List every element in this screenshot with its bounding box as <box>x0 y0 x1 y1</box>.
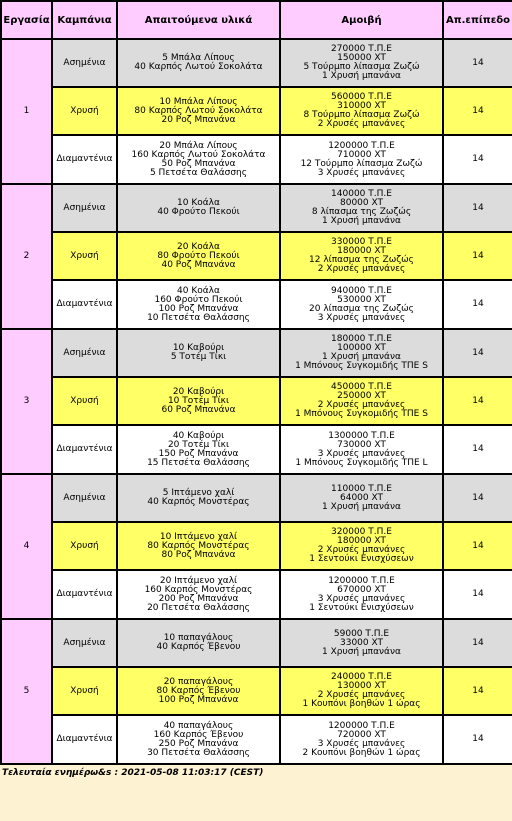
material-item: 10 Ιπτάμενο χαλί <box>159 531 238 542</box>
reward-list <box>280 232 443 280</box>
reward-list <box>280 280 443 329</box>
reward-item: 1300000 Τ.Π.Ε <box>328 430 395 441</box>
required-level: 14 <box>443 667 512 715</box>
required-level: 14 <box>443 39 512 87</box>
material-item: 80 Καρπός Λωτού Σοκολάτα <box>134 105 263 116</box>
table-row <box>1 425 512 474</box>
campaign-name: Χρυσή <box>52 667 117 715</box>
material-item: 5 Ιπτάμενο χαλί <box>162 488 235 498</box>
material-item: 60 Ροζ Μπανάνα <box>161 404 236 415</box>
material-item: 160 Φρούτο Πεκούι <box>154 294 243 305</box>
header-task: Εργασία <box>1 1 52 39</box>
required-materials <box>117 280 280 329</box>
reward-item: 180000 XT <box>337 536 386 546</box>
material-item: 5 Μπάλα Λίπους <box>162 53 235 63</box>
material-item: 160 Καρπός Έβενου <box>153 729 244 740</box>
required-materials <box>117 329 280 377</box>
material-item: 10 παπαγάλους <box>163 633 234 643</box>
material-item: 40 Φρούτο Πεκούι <box>157 207 240 217</box>
reward-item: 530000 XT <box>337 294 386 305</box>
reward-item: 670000 XT <box>337 584 386 595</box>
reward-list <box>280 39 443 87</box>
task-number: 5 <box>1 619 52 764</box>
required-materials <box>117 474 280 522</box>
table-row <box>1 570 512 619</box>
material-item: 160 Καρπός Λωτού Σοκολάτα <box>131 149 266 160</box>
reward-item: 3 Χρυσές μπανάνες <box>317 312 406 323</box>
reward-list <box>280 135 443 184</box>
material-item: 15 Πετσέτα Θαλάσσης <box>147 457 250 468</box>
material-item: 250 Ροζ Μπανάνα <box>158 738 239 749</box>
campaign-name: Διαμαντένια <box>52 715 117 764</box>
material-item: 20 Ροζ Μπανάνα <box>161 114 236 125</box>
table-row <box>1 667 512 715</box>
reward-item: 2 Χρυσές μπανάνες <box>317 264 406 274</box>
reward-list <box>280 570 443 619</box>
required-level: 14 <box>443 522 512 570</box>
reward-item: 1 Μπόνους Συγκομιδής ΤΠΕ S <box>295 361 428 371</box>
campaign-name: Ασημένια <box>52 184 117 232</box>
reward-item: 150000 XT <box>337 53 386 63</box>
reward-item: 1200000 Τ.Π.Ε <box>328 720 395 731</box>
reward-item: 1200000 Τ.Π.Ε <box>328 575 395 586</box>
table-row <box>1 329 512 377</box>
material-item: 10 Κοάλα <box>177 198 220 208</box>
table-row <box>1 715 512 764</box>
reward-item: 3 Χρυσές μπανάνες <box>317 738 406 749</box>
required-materials <box>117 667 280 715</box>
reward-item: 2 Χρυσές μπανάνες <box>317 119 406 129</box>
table-row <box>1 184 512 232</box>
required-level: 14 <box>443 280 512 329</box>
table-row <box>1 522 512 570</box>
required-level: 14 <box>443 87 512 135</box>
task-number: 3 <box>1 329 52 474</box>
material-item: 40 Καρπός Μονστέρας <box>147 497 250 507</box>
reward-item: 8 λίπασμα της Ζωζώς <box>311 207 412 217</box>
header-materials: Απαιτούμενα υλικά <box>117 1 280 39</box>
material-item: 20 Καβούρι <box>172 386 225 397</box>
material-item: 10 Πετσέτα Θαλάσσης <box>147 312 250 323</box>
material-item: 40 παπαγάλους <box>163 720 234 731</box>
campaign-name: Διαμαντένια <box>52 425 117 474</box>
reward-list <box>280 87 443 135</box>
table-row <box>1 135 512 184</box>
material-item: 80 Καρπός Μονστέρας <box>147 540 250 551</box>
table-row <box>1 474 512 522</box>
required-materials <box>117 184 280 232</box>
reward-list <box>280 667 443 715</box>
required-level: 14 <box>443 570 512 619</box>
reward-item: 940000 Τ.Π.Ε <box>331 285 392 296</box>
campaign-name: Χρυσή <box>52 522 117 570</box>
reward-item: 3 Χρυσές μπανάνες <box>317 448 406 459</box>
reward-item: 1 Κουπόνι βοηθών 1 ώρας <box>302 699 421 709</box>
header-campaign: Καμπάνια <box>52 1 117 39</box>
task-number: 4 <box>1 474 52 619</box>
material-item: 40 Καρπός Έβενου <box>156 642 241 652</box>
campaign-name: Ασημένια <box>52 39 117 87</box>
reward-item: 20 λίπασμα της Ζωζώς <box>309 303 414 314</box>
required-materials <box>117 522 280 570</box>
required-materials <box>117 570 280 619</box>
material-item: 5 Τοτέμ Τίκι <box>170 352 227 362</box>
table-row <box>1 39 512 87</box>
required-level: 14 <box>443 377 512 425</box>
required-materials <box>117 425 280 474</box>
reward-item: 12 λίπασμα της Ζωζώς <box>309 255 414 265</box>
material-item: 80 Ροζ Μπανάνα <box>161 549 236 560</box>
table-row <box>1 280 512 329</box>
required-level: 14 <box>443 232 512 280</box>
required-materials <box>117 39 280 87</box>
material-item: 10 Μπάλα Λίπους <box>159 96 238 107</box>
campaign-name: Ασημένια <box>52 329 117 377</box>
reward-item: 710000 XT <box>337 149 386 160</box>
required-level: 14 <box>443 425 512 474</box>
reward-item: 1 Χρυσή μπανάνα <box>322 71 401 81</box>
reward-list <box>280 619 443 667</box>
material-item: 80 Καρπός Έβενου <box>156 685 241 696</box>
reward-list <box>280 522 443 570</box>
required-level: 14 <box>443 715 512 764</box>
campaign-name: Διαμαντένια <box>52 135 117 184</box>
material-item: 5 Πετσέτα Θαλάσσης <box>149 167 248 178</box>
reward-item: 80000 XT <box>340 198 383 208</box>
header-level: Απ.επίπεδο <box>443 1 512 39</box>
reward-item: 3 Χρυσές μπανάνες <box>317 593 406 604</box>
material-item: 20 Ιπτάμενο χαλί <box>159 575 238 586</box>
reward-item: 560000 Τ.Π.Ε <box>331 92 392 102</box>
reward-item: 2 Χρυσές μπανάνες <box>317 690 406 700</box>
reward-item: 1 Χρυσή μπανάνα <box>322 501 401 512</box>
reward-item: 100000 XT <box>337 343 386 353</box>
reward-item: 130000 XT <box>337 681 386 691</box>
header-reward: Αμοιβή <box>280 1 443 39</box>
reward-list <box>280 184 443 232</box>
reward-item: 59000 Τ.Π.Ε <box>333 628 390 639</box>
last-updated: Τελευταία ενημέρω&s : 2021-05-08 11:03:17 (CEST) <box>2 768 264 778</box>
reward-item: 12 Τούρμπο λίπασμα Ζωζώ <box>300 158 423 169</box>
reward-item: 140000 Τ.Π.Ε <box>331 189 392 199</box>
reward-item: 2 Κουπόνι βοηθών 1 ώρας <box>302 747 421 758</box>
material-item: 40 Καρπός Λωτού Σοκολάτα <box>134 62 263 72</box>
required-materials <box>117 232 280 280</box>
campaign-name: Χρυσή <box>52 377 117 425</box>
reward-item: 5 Τούρμπο λίπασμα Ζωζώ <box>303 62 420 72</box>
reward-item: 1 Χρυσή μπανάνα <box>322 216 401 226</box>
reward-item: 33000 XT <box>340 637 383 648</box>
required-materials <box>117 619 280 667</box>
reward-item: 720000 XT <box>337 729 386 740</box>
task-number: 1 <box>1 39 52 184</box>
campaign-name: Ασημένια <box>52 619 117 667</box>
table-row <box>1 87 512 135</box>
material-item: 100 Ροζ Μπανάνα <box>158 303 239 314</box>
reward-item: 270000 Τ.Π.Ε <box>331 44 392 54</box>
reward-item: 330000 Τ.Π.Ε <box>331 237 392 247</box>
material-item: 40 Ροζ Μπανάνα <box>161 259 236 270</box>
material-item: 150 Ροζ Μπανάνα <box>158 448 239 459</box>
material-item: 100 Ροζ Μπανάνα <box>158 694 239 705</box>
reward-item: 450000 Τ.Π.Ε <box>331 382 392 392</box>
material-item: 10 Τοτέμ Τίκι <box>167 395 230 406</box>
reward-item: 180000 XT <box>337 246 386 256</box>
reward-item: 1 Μπόνους Συγκομιδής ΤΠΕ S <box>295 409 428 419</box>
required-materials <box>117 377 280 425</box>
material-item: 30 Πετσέτα Θαλάσσης <box>147 747 250 758</box>
reward-item: 1 Χρυσή μπανάνα <box>322 646 401 657</box>
material-item: 20 Κοάλα <box>177 241 220 252</box>
reward-item: 250000 XT <box>337 391 386 401</box>
campaign-name: Διαμαντένια <box>52 280 117 329</box>
material-item: 50 Ροζ Μπανάνα <box>161 158 236 169</box>
required-level: 14 <box>443 329 512 377</box>
required-level: 14 <box>443 184 512 232</box>
reward-item: 320000 Τ.Π.Ε <box>331 527 392 537</box>
table-row <box>1 232 512 280</box>
material-item: 80 Φρούτο Πεκούι <box>157 250 240 261</box>
required-materials <box>117 135 280 184</box>
reward-item: 64000 XT <box>340 492 383 503</box>
reward-item: 2 Χρυσές μπανάνες <box>317 400 406 410</box>
campaign-name: Χρυσή <box>52 232 117 280</box>
material-item: 200 Ροζ Μπανάνα <box>158 593 239 604</box>
required-level: 14 <box>443 619 512 667</box>
reward-item: 1200000 Τ.Π.Ε <box>328 140 395 151</box>
reward-item: 3 Χρυσές μπανάνες <box>317 167 406 178</box>
table-row <box>1 377 512 425</box>
reward-item: 8 Τούρμπο λίπασμα Ζωζώ <box>303 110 420 120</box>
table-body <box>1 39 512 764</box>
reward-item: 1 Σεντούκι Ενισχύσεων <box>309 554 414 564</box>
reward-item: 240000 Τ.Π.Ε <box>331 672 392 682</box>
reward-item: 2 Χρυσές μπανάνες <box>317 545 406 555</box>
material-item: 20 παπαγάλους <box>163 676 234 687</box>
reward-item: 180000 Τ.Π.Ε <box>331 334 392 344</box>
reward-item: 1 Σεντούκι Ενισχύσεων <box>309 602 414 613</box>
required-materials <box>117 715 280 764</box>
reward-list <box>280 474 443 522</box>
material-item: 10 Καβούρι <box>172 343 225 353</box>
campaign-name: Χρυσή <box>52 87 117 135</box>
material-item: 40 Κοάλα <box>177 285 220 296</box>
campaign-name: Ασημένια <box>52 474 117 522</box>
reward-item: 730000 XT <box>337 439 386 450</box>
reward-list <box>280 425 443 474</box>
reward-item: 110000 Τ.Π.Ε <box>331 483 392 494</box>
table-row <box>1 619 512 667</box>
required-level: 14 <box>443 135 512 184</box>
material-item: 40 Καβούρι <box>172 430 225 441</box>
reward-list <box>280 715 443 764</box>
material-item: 20 Μπάλα Λίπους <box>159 140 238 151</box>
campaign-name: Διαμαντένια <box>52 570 117 619</box>
reward-list <box>280 329 443 377</box>
table-header-row <box>1 1 512 39</box>
reward-item: 1 Μπόνους Συγκομιδής ΤΠΕ L <box>295 457 428 468</box>
reward-item: 1 Χρυσή μπανάνα <box>322 352 401 362</box>
required-materials <box>117 87 280 135</box>
reward-list <box>280 377 443 425</box>
material-item: 160 Καρπός Μονστέρας <box>144 584 253 595</box>
required-level: 14 <box>443 474 512 522</box>
task-number: 2 <box>1 184 52 329</box>
material-item: 20 Τοτέμ Τίκι <box>167 439 230 450</box>
material-item: 20 Πετσέτα Θαλάσσης <box>147 602 250 613</box>
reward-item: 310000 XT <box>337 101 386 111</box>
